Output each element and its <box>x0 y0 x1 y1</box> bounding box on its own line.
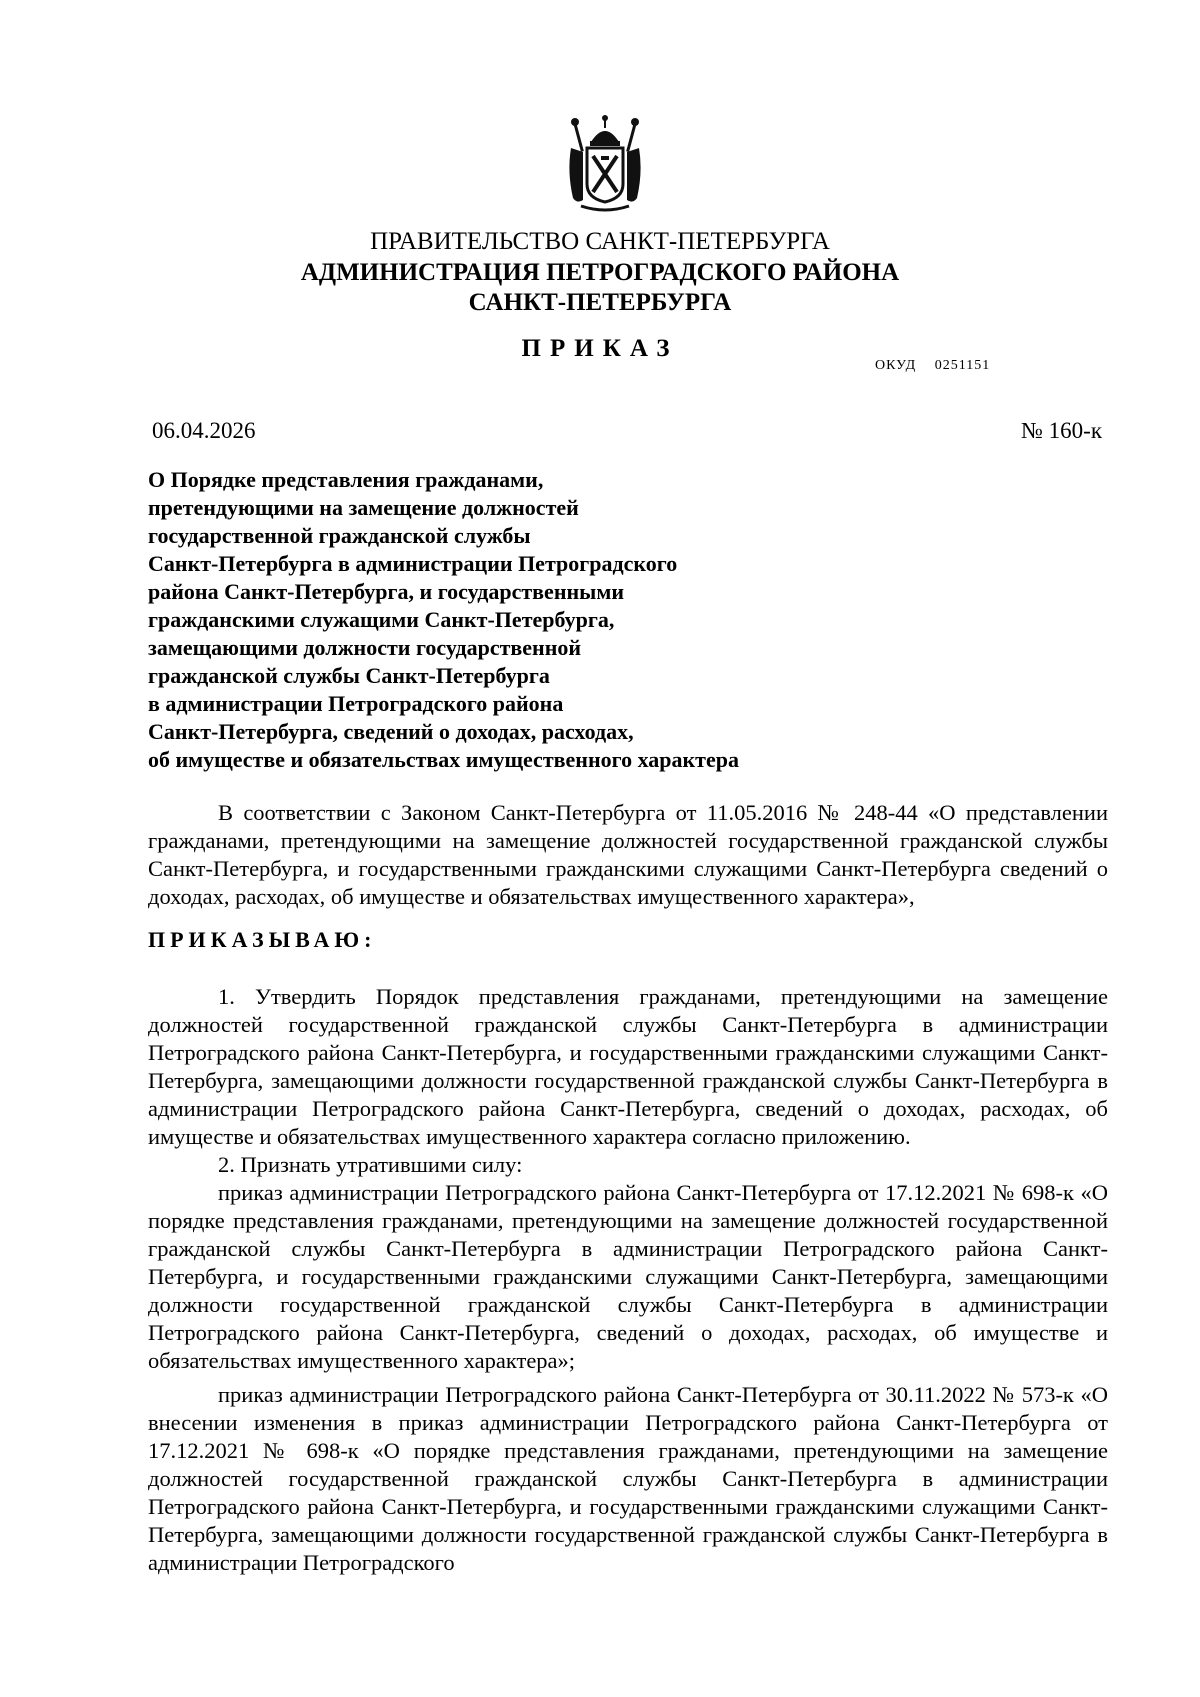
okud <box>875 358 990 374</box>
order-item-2: 2. Признать утратившими силу: <box>218 1152 523 1177</box>
subject-line: в администрации Петроградского района <box>148 691 564 716</box>
administration-title-line2: САНКТ-ПЕТЕРБУРГА <box>468 289 732 316</box>
order-item-2a: приказ администрации Петроградского района Санкт-Петербурга от 17.12.2021 № 698-к «О порядке представления гражданами, претендующими на замещение должностей государственной гражданской службы Санкт-Петербурга в администрации Петроградского района Санкт-Петербурга, и государственными гражданскими служащими Санкт-Петербурга, замещающими должности государственной гражданской службы Санкт-Петербурга в администрации Петроградского района Санкт-Петербурга, сведений о доходах, расходах, об имуществе и обязательствах имущественного характера»; <box>148 1180 1108 1373</box>
subject-line: района Санкт-Петербурга, и государственными <box>148 579 625 604</box>
subject-line: гражданской службы Санкт-Петербурга <box>148 663 550 688</box>
subject-line: замещающими должности государственной <box>148 635 582 660</box>
subject-line: претендующими на замещение должностей <box>148 495 579 520</box>
administration-title <box>0 258 1200 318</box>
subject-line: Санкт-Петербурга в администрации Петроградского <box>148 551 678 576</box>
document-subject <box>148 466 848 774</box>
orders-heading: ПРИКАЗЫВАЮ: <box>148 927 377 952</box>
order-item-1: 1. Утвердить Порядок представления гражданами, претендующими на замещение должностей государственной гражданской службы Санкт-Петербурга в администрации Петроградского района Санкт-Петербурга, и государственными гражданскими служащими Санкт-Петербурга, замещающими должности государственной гражданской службы Санкт-Петербурга в администрации Петроградского района Санкт-Петербурга, сведений о доходах, расходах, об имуществе и обязательствах имущественного характера согласно приложению. <box>148 984 1108 1149</box>
subject-line: Санкт-Петербурга, сведений о доходах, расходах, <box>148 719 634 744</box>
spb-coat-of-arms-icon <box>563 112 647 214</box>
document-number: № 160-к <box>1020 418 1102 443</box>
document-date: 06.04.2026 <box>152 418 256 443</box>
preamble-paragraph: В соответствии с Законом Санкт-Петербурга от 11.05.2016 № 248-44 «О представлении гражданами, претендующими на замещение должностей государственной гражданской службы Санкт-Петербурга, и государственными гражданскими служащими Санкт-Петербурга сведений о доходах, расходах, об имуществе и обязательствах имущественного характера», <box>148 800 1108 909</box>
subject-line: гражданскими служащими Санкт-Петербурга, <box>148 607 615 632</box>
administration-title-line1: АДМИНИСТРАЦИЯ ПЕТРОГРАДСКОГО РАЙОНА <box>300 259 900 286</box>
order-item-2b: приказ администрации Петроградского района Санкт-Петербурга от 30.11.2022 № 573-к «О внесении изменения в приказ администрации Петроградского района Санкт-Петербурга от 17.12.2021 № 698-к «О порядке представления гражданами, претендующими на замещение должностей государственной гражданской службы Санкт-Петербурга в администрации Петроградского района Санкт-Петербурга, и государственными гражданскими служащими Санкт-Петербурга, замещающими должности государственной гражданской службы Санкт-Петербурга в администрации Петроградского <box>148 1382 1108 1575</box>
subject-line: государственной гражданской службы <box>148 523 531 548</box>
document-type: ПРИКАЗ <box>521 335 679 362</box>
subject-line: об имуществе и обязательствах имущественного характера <box>148 747 739 772</box>
government-title: ПРАВИТЕЛЬСТВО САНКТ-ПЕТЕРБУРГА <box>370 228 830 255</box>
okud-code: 0251151 <box>934 358 991 373</box>
order-items <box>148 983 1108 1577</box>
subject-line: О Порядке представления гражданами, <box>148 467 544 492</box>
okud-label: ОКУД <box>875 358 917 373</box>
